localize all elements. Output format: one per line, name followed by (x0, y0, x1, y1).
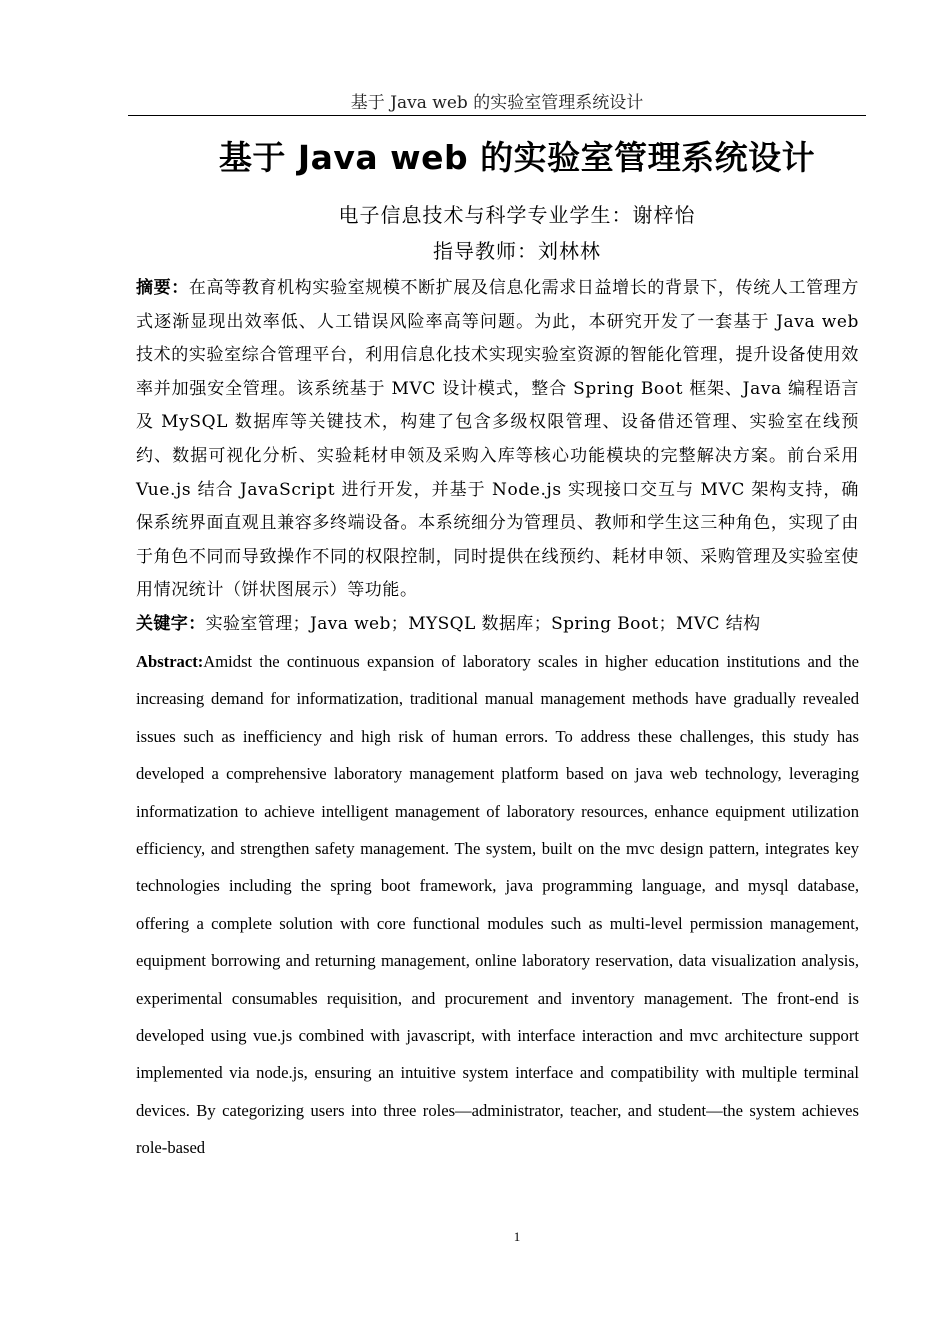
english-abstract (136, 643, 859, 1167)
keywords-text: 实验室管理；Java web；MYSQL 数据库；Spring Boot；MVC 结构 (205, 614, 761, 634)
chinese-abstract (136, 272, 859, 608)
advisor-line: 指导教师：刘林林 (433, 239, 601, 263)
header-rule (128, 115, 866, 116)
chinese-abstract-text: 在高等教育机构实验室规模不断扩展及信息化需求日益增长的背景下，传统人工管理方式逐渐显现出效率低、人工错误风险率高等问题。为此，本研究开发了一套基于 Java web 技术的实验室综合管理平台，利用信息化技术实现实验室资源的智能化管理，提升设备使用效率并加强安全管理。该系统基于 MVC 设计模式，整合 Spring Boot 框架、Java 编程语言及 MySQL 数据库等关键技术，构建了包含多级权限管理、设备借还管理、实验室在线预约、数据可视化分析、实验耗材申领及采购入库等核心功能模块的完整解决方案。前台采用 Vue.js 结合 JavaScript 进行开发，并基于 Node.js 实现接口交互与 MVC 架构支持，确保系统界面直观且兼容多终端设备。本系统细分为管理员、教师和学生这三种角色，实现了由于角色不同而导致操作不同的权限控制，同时提供在线预约、耗材申领、采购管理及实验室使用情况统计（饼状图展示）等功能。 (136, 278, 859, 601)
author-line: 电子信息技术与科学专业学生：谢梓怡 (338, 203, 696, 227)
english-abstract-text: Amidst the continuous expansion of laboratory scales in higher education institutions and the increasing demand for informatization, traditional manual management methods have gradually revealed issues such as inefficiency and high risk of human errors. To address these challenges, this study has developed a comprehensive laboratory management platform based on java web technology, leveraging informatization to achieve intelligent management of laboratory resources, enhance equipment utilization efficiency, and strengthen safety management. The system, built on the mvc design pattern, integrates key technologies including the spring boot framework, java programming language, and mysql database, offering a complete solution with core functional modules such as multi-level permission management, equipment borrowing and returning management, online laboratory reservation, data visualization analysis, experimental consumables requisition, and procurement and inventory management. The front-end is developed using vue.js combined with javascript, with interface interaction and mvc architecture support implemented via node.js, ensuring an intuitive system interface and compatibility with multiple terminal devices. By categorizing users into three roles—administrator, teacher, and student—the system achieves role-based (136, 652, 859, 1158)
page-number: 1 (513, 1229, 521, 1244)
english-abstract-label: Abstract: (136, 652, 204, 671)
running-header: 基于 Java web 的实验室管理系统设计 (350, 93, 644, 113)
keywords (136, 608, 859, 641)
keywords-label: 关键字： (136, 614, 206, 634)
paper-title: 基于 Java web 的实验室管理系统设计 (218, 138, 816, 177)
chinese-abstract-label: 摘要： (136, 278, 189, 298)
